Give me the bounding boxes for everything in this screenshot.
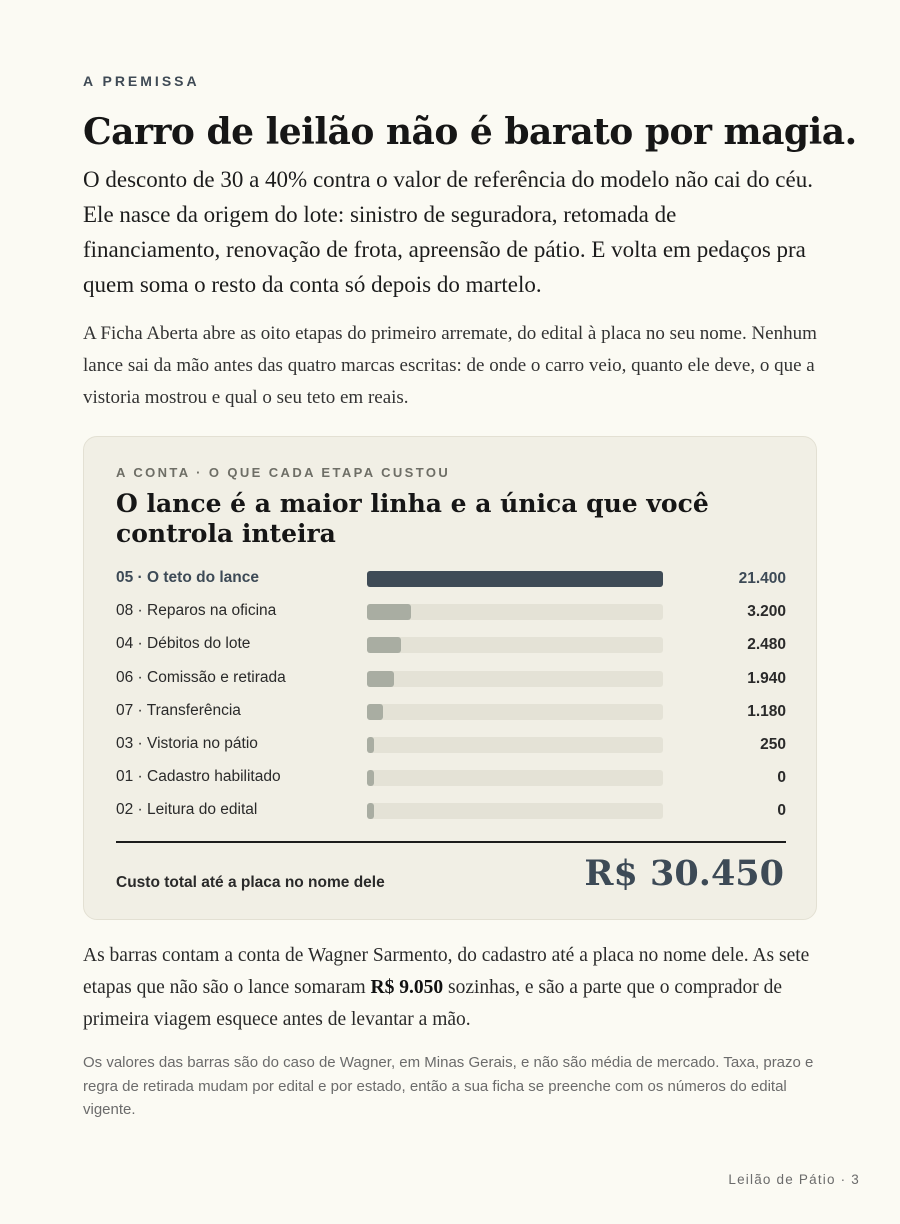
- bar-row: [116, 766, 786, 790]
- bar-value-label: 1.940: [747, 669, 786, 687]
- bar-value-label: 3.200: [747, 603, 786, 621]
- closing-text-part2: sozinhas, e são a parte que o comprador de primeira viagem esquece antes de levantar a mão.: [83, 977, 783, 1030]
- card-title: O lance é a maior linha e a única que você controla inteira: [116, 489, 709, 548]
- bar-value-label: 21.400: [738, 570, 786, 587]
- card-eyebrow: A CONTA · O QUE CADA ETAPA CUSTOU: [116, 465, 451, 480]
- bar-track: [367, 604, 663, 620]
- bar-value-label: 1.180: [747, 702, 786, 720]
- bar-row: [116, 567, 786, 591]
- bar-row: [116, 700, 786, 724]
- bar-label: 05 · O teto do lance: [116, 569, 259, 586]
- bar-track: [367, 704, 663, 720]
- bar-track: [367, 770, 663, 786]
- intro-paragraph: A Ficha Aberta abre as oito etapas do primeiro arremate, do edital à placa no seu nome. Nenhum lance sai da mão antes das quatro marcas escritas: de onde o carro veio, quanto ele deve, o que a vistoria mostrou e qual o seu teto em reais.: [83, 323, 817, 408]
- bar: [367, 803, 374, 819]
- bar-label: 07 · Transferência: [116, 701, 241, 719]
- bar: [367, 604, 411, 620]
- bar-track: [367, 803, 663, 819]
- bar-label: 06 · Comissão e retirada: [116, 668, 286, 686]
- page-title: Carro de leilão não é barato por magia.: [83, 111, 857, 153]
- bar: [367, 637, 401, 653]
- bar-label: 01 · Cadastro habilitado: [116, 768, 281, 786]
- bar-row: [116, 633, 786, 657]
- footnote: Os valores das barras são do caso de Wagner, em Minas Gerais, e não são média de mercado. Taxa, prazo e regra de retirada mudam por edital e por estado, então a sua ficha se preenche com os números do edital vigente.: [83, 1054, 814, 1118]
- bar-label: 08 · Reparos na oficina: [116, 602, 277, 620]
- bar: [367, 737, 374, 753]
- page-footer: Leilão de Pátio · 3: [728, 1172, 860, 1187]
- bar-row: [116, 799, 786, 823]
- bar-label: 04 · Débitos do lote: [116, 635, 251, 653]
- bar-value-label: 0: [777, 802, 786, 820]
- bar-label: 03 · Vistoria no pátio: [116, 735, 258, 752]
- total-label: Custo total até a placa no nome dele: [116, 874, 385, 891]
- bar-track: [367, 637, 663, 653]
- bar-row: [116, 733, 786, 757]
- bar: [367, 671, 394, 687]
- bar: [367, 571, 663, 587]
- bar-track: [367, 737, 663, 753]
- bar: [367, 770, 374, 786]
- lead-paragraph: O desconto de 30 a 40% contra o valor de referência do modelo não cai do céu. Ele nasce da origem do lote: sinistro de seguradora, retomada de financiamento, renovação de frota, apreensão de pátio. E volta em pedaços pra quem soma o resto da conta só depois do martelo.: [83, 167, 813, 297]
- total-value: R$ 30.450: [584, 853, 784, 894]
- bar-row: [116, 600, 786, 624]
- bar: [367, 704, 383, 720]
- closing-highlight-amount: R$ 9.050: [370, 977, 444, 998]
- total-divider: [116, 841, 786, 843]
- bar-row: [116, 667, 786, 691]
- closing-paragraph: [83, 940, 823, 1036]
- bar-track: [367, 671, 663, 687]
- section-eyebrow: A PREMISSA: [83, 73, 200, 89]
- bar-label: 02 · Leitura do edital: [116, 801, 258, 819]
- cost-breakdown-card: [83, 436, 817, 920]
- bar-value-label: 2.480: [747, 636, 786, 654]
- bar-value-label: 250: [760, 736, 786, 753]
- closing-text-part1: As barras contam a conta de Wagner Sarmento, do cadastro até a placa no nome dele. As sete etapas que não são o lance somaram: [83, 945, 810, 998]
- bar-value-label: 0: [777, 769, 786, 787]
- bar-track: [367, 571, 663, 587]
